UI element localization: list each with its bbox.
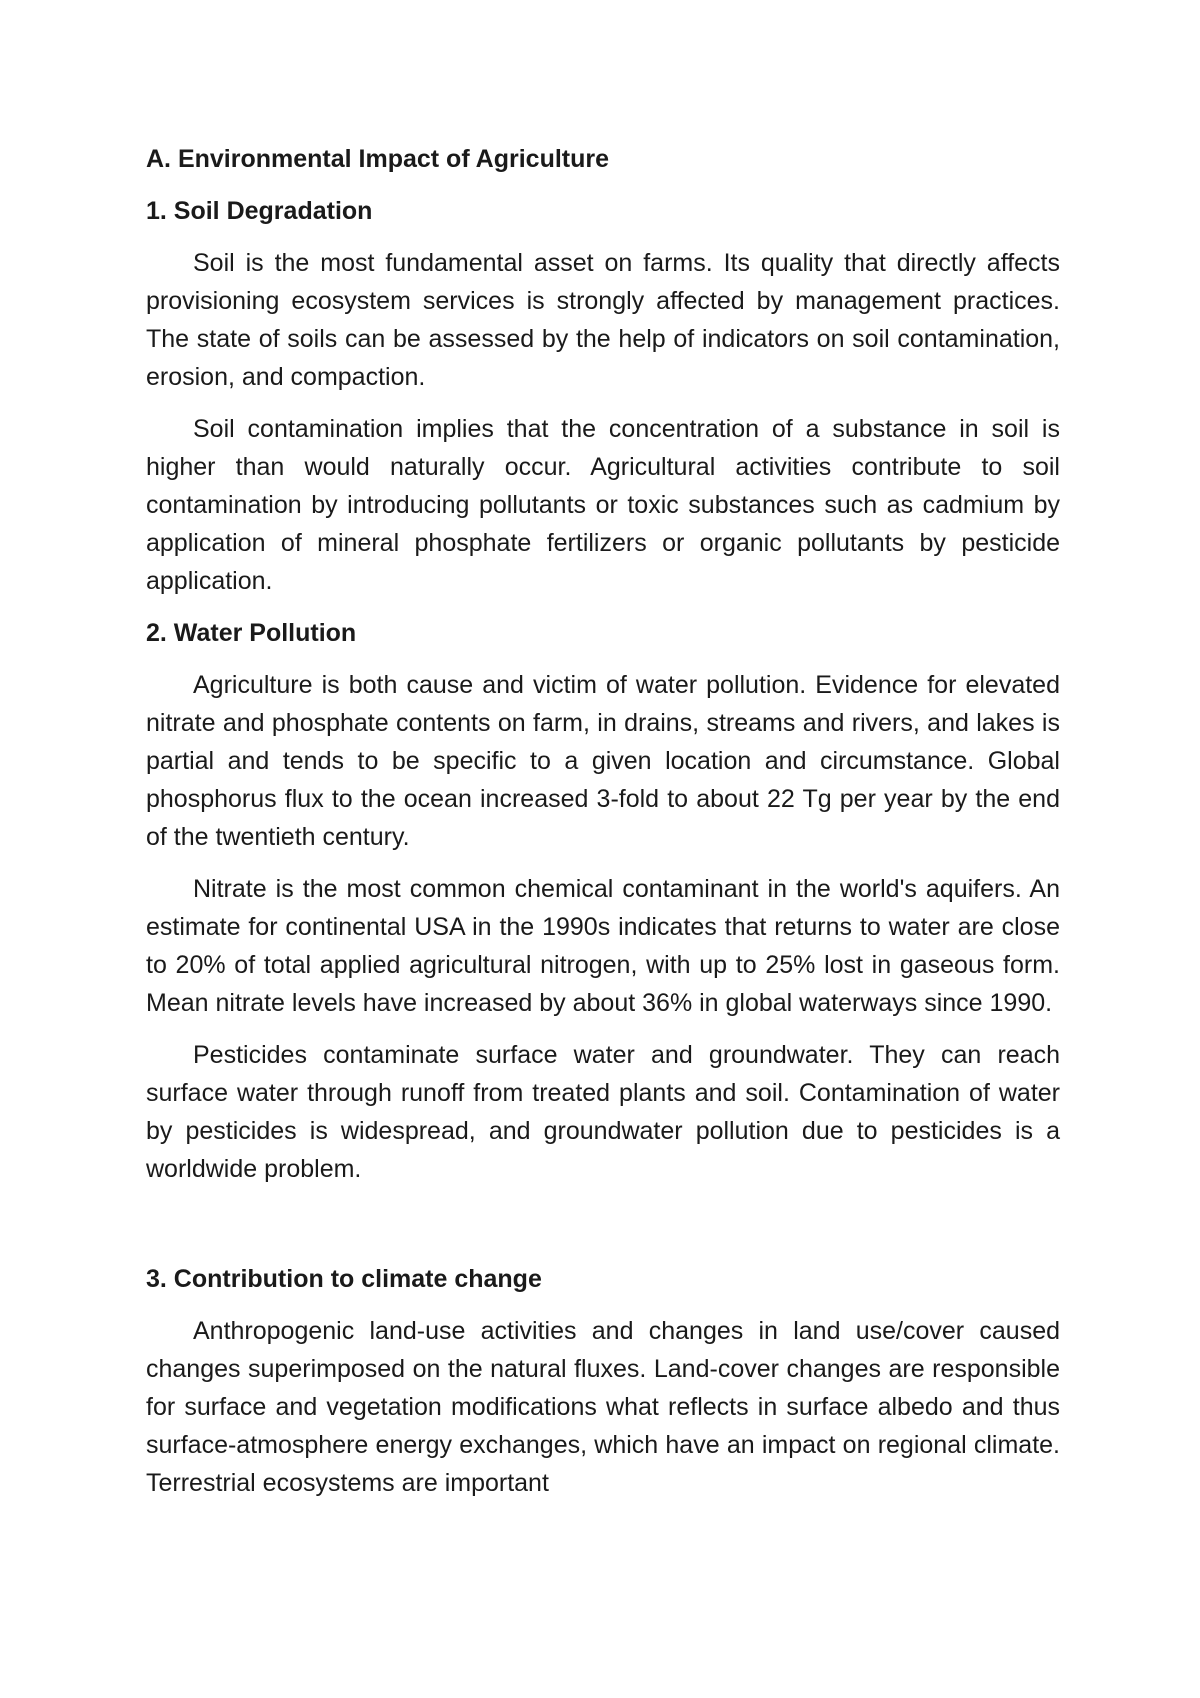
paragraph: Pesticides contaminate surface water and groundwater. They can reach surface water through runoff from treated plants and soil. Contamination of water by pesticides is widespread, and groundwater pollution due to pesticides is a worldwide problem. — [146, 1041, 1060, 1183]
section-heading-climate-change: 3. Contribution to climate change — [146, 1265, 542, 1293]
paragraph: Anthropogenic land-use activities and changes in land use/cover caused changes superimposed on the natural fluxes. Land-cover changes are responsible for surface and vegetation modifications what reflects in surface albedo and thus surface-atmosphere energy exchanges, which have an impact on regional climate. Terrestrial ecosystems are important — [146, 1317, 1060, 1497]
paragraph: Agriculture is both cause and victim of water pollution. Evidence for elevated nitrate and phosphate contents on farm, in drains, streams and rivers, and lakes is partial and tends to be specific to a given location and circumstance. Global phosphorus flux to the ocean increased 3-fold to about 22 Tg per year by the end of the twentieth century. — [146, 671, 1060, 851]
paragraph: Nitrate is the most common chemical contaminant in the world's aquifers. An estimate for continental USA in the 1990s indicates that returns to water are close to 20% of total applied agricultural nitrogen, with up to 25% lost in gaseous form. Mean nitrate levels have increased by about 36% in global waterways since 1990. — [146, 875, 1060, 1017]
document-page — [146, 140, 1060, 1516]
section-heading-water-pollution: 2. Water Pollution — [146, 619, 357, 647]
document-title: A. Environmental Impact of Agriculture — [146, 145, 610, 173]
blank-line — [146, 1202, 1060, 1260]
paragraph: Soil contamination implies that the concentration of a substance in soil is higher than would naturally occur. Agricultural activities contribute to soil contamination by introducing pollutants or toxic substances such as cadmium by application of mineral phosphate fertilizers or organic pollutants by pesticide application. — [146, 415, 1060, 595]
section-heading-soil-degradation: 1. Soil Degradation — [146, 197, 373, 225]
paragraph: Soil is the most fundamental asset on farms. Its quality that directly affects provisioning ecosystem services is strongly affected by management practices. The state of soils can be assessed by the help of indicators on soil contamination, erosion, and compaction. — [146, 249, 1060, 391]
